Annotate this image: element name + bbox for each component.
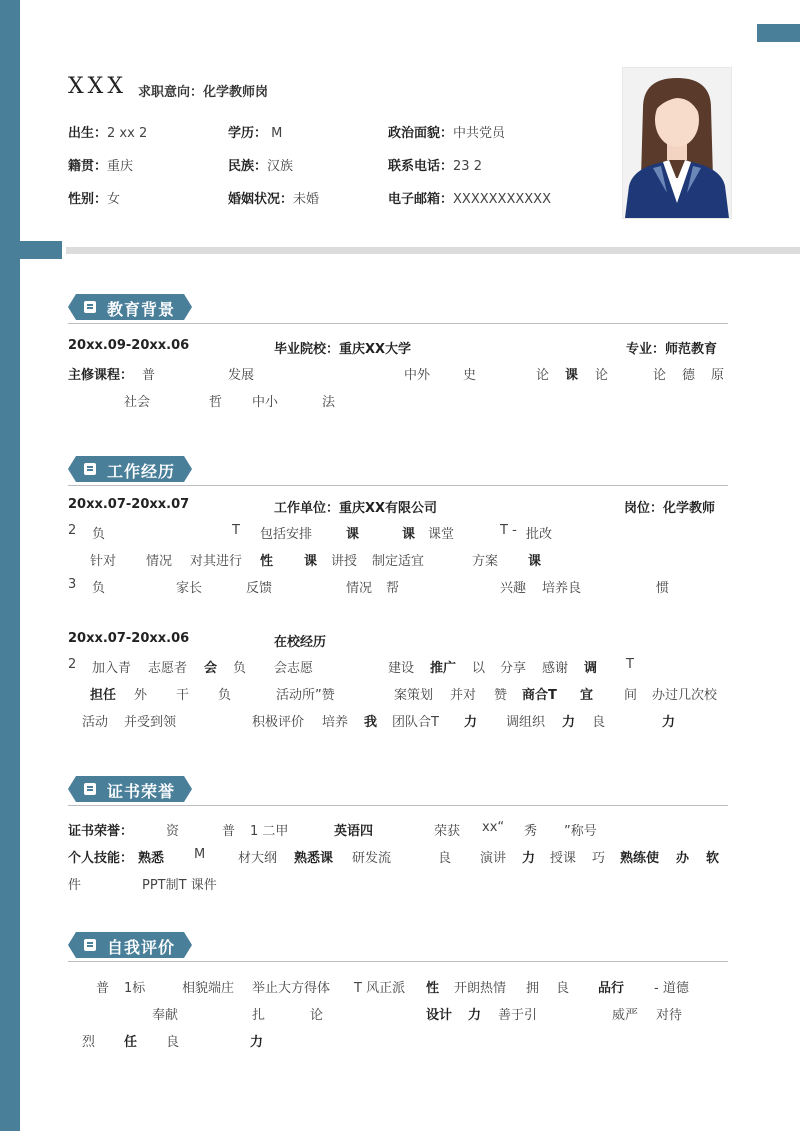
- text-fragment: 2: [68, 657, 77, 672]
- info-row: [68, 188, 608, 221]
- text-fragment: 品行: [598, 981, 625, 996]
- text-fragment: 负: [233, 661, 247, 676]
- edu-school: 毕业院校：重庆XX大学: [274, 342, 412, 357]
- courses-line: [68, 391, 728, 411]
- skills-line: [68, 874, 728, 894]
- text-fragment: 积极评价: [252, 715, 305, 730]
- text-fragment: 并对: [450, 688, 477, 703]
- section-work: [68, 456, 728, 486]
- text-fragment: 负: [92, 581, 106, 596]
- course-fragment: 普: [142, 368, 156, 383]
- book-icon: [84, 301, 96, 313]
- info-row: [68, 155, 608, 188]
- text-fragment: 商合T: [522, 688, 557, 703]
- section-self: [68, 932, 728, 962]
- section-rule: [68, 485, 728, 486]
- work-line: [68, 577, 728, 597]
- text-fragment: 方案: [472, 554, 499, 569]
- section-title: 工作经历: [107, 462, 176, 481]
- text-fragment: 资: [166, 824, 180, 839]
- text-fragment: 针对: [90, 554, 117, 569]
- text-fragment: 家长: [176, 581, 203, 596]
- text-fragment: - 道德: [654, 981, 689, 996]
- left-accent-bar: [0, 0, 20, 1131]
- text-fragment: 良: [592, 715, 606, 730]
- text-fragment: 讲授: [331, 554, 358, 569]
- text-fragment: 情况: [146, 554, 173, 569]
- certificate-icon: [84, 783, 96, 795]
- text-fragment: 以: [472, 661, 486, 676]
- course-fragment: 中小: [252, 395, 279, 410]
- text-fragment: 课: [304, 554, 318, 569]
- text-fragment: 办: [676, 851, 690, 866]
- text-fragment: 1标: [124, 981, 146, 996]
- campus-title: 在校经历: [274, 635, 327, 650]
- text-fragment: 团队合T: [392, 715, 439, 730]
- text-fragment: 情况: [346, 581, 373, 596]
- section-rule: [68, 323, 728, 324]
- text-fragment: 论: [310, 1008, 324, 1023]
- text-fragment: 良: [438, 851, 452, 866]
- text-fragment: ”称号: [564, 824, 597, 839]
- text-fragment: 会: [204, 661, 218, 676]
- info-email: 电子邮箱：XXXXXXXXXXX: [388, 192, 551, 207]
- section-rule: [68, 961, 728, 962]
- info-hometown: 籍贯：重庆: [68, 159, 134, 174]
- cert-label: 证书荣誉：: [68, 824, 134, 839]
- text-fragment: 案策划: [394, 688, 434, 703]
- text-fragment: 对待: [656, 1008, 683, 1023]
- text-fragment: 2: [68, 523, 77, 538]
- text-fragment: 善于引: [498, 1008, 538, 1023]
- text-fragment: 威严: [612, 1008, 639, 1023]
- text-fragment: 材大纲: [238, 851, 278, 866]
- campus-line: [68, 711, 728, 731]
- info-education: 学历： M: [228, 126, 283, 141]
- self-line: [68, 977, 728, 997]
- course-fragment: 课: [565, 368, 579, 383]
- text-fragment: 我: [364, 715, 378, 730]
- text-fragment: 英语四: [334, 824, 374, 839]
- course-fragment: 论: [653, 368, 667, 383]
- course-fragment: 哲: [209, 395, 223, 410]
- text-fragment: 熟练使: [620, 851, 660, 866]
- text-fragment: xx“: [482, 820, 505, 835]
- text-fragment: 软: [706, 851, 720, 866]
- text-fragment: PPT制T 课件: [142, 878, 217, 893]
- text-fragment: 加入青: [92, 661, 132, 676]
- text-fragment: 对其进行: [190, 554, 243, 569]
- text-fragment: 普: [96, 981, 110, 996]
- text-fragment: 活动所”赞: [276, 688, 335, 703]
- text-fragment: 熟悉: [138, 851, 165, 866]
- text-fragment: 普: [222, 824, 236, 839]
- text-fragment: 1 二甲: [250, 824, 289, 839]
- text-fragment: 担任: [90, 688, 117, 703]
- text-fragment: 包括安排: [260, 527, 313, 542]
- text-fragment: T -: [500, 523, 517, 538]
- text-fragment: 兴趣: [500, 581, 527, 596]
- work-position: 岗位：化学教师: [624, 501, 716, 516]
- text-fragment: 课堂: [428, 527, 455, 542]
- courses-line: [68, 364, 728, 384]
- self-line: [68, 1031, 728, 1051]
- info-marital: 婚姻状况：未婚: [228, 192, 320, 207]
- text-fragment: 任: [124, 1035, 138, 1050]
- text-fragment: 感谢: [542, 661, 569, 676]
- info-ethnicity: 民族：汉族: [228, 159, 294, 174]
- course-fragment: 社会: [124, 395, 151, 410]
- campus-date: 20xx.07-20xx.06: [68, 631, 190, 646]
- text-fragment: 良: [166, 1035, 180, 1050]
- campus-row: [68, 631, 728, 651]
- edit-icon: [84, 463, 96, 475]
- text-fragment: 活动: [82, 715, 109, 730]
- text-fragment: 力: [464, 715, 478, 730]
- course-fragment: 中外: [404, 368, 431, 383]
- text-fragment: 建设: [388, 661, 415, 676]
- cert-line: [68, 820, 728, 840]
- text-fragment: 惯: [656, 581, 670, 596]
- work-company: 工作单位：重庆XX有限公司: [274, 501, 438, 516]
- personal-info: [68, 122, 608, 221]
- text-fragment: 良: [556, 981, 570, 996]
- text-fragment: 3: [68, 577, 77, 592]
- text-fragment: 制定适宜: [372, 554, 425, 569]
- text-fragment: 帮: [386, 581, 400, 596]
- text-fragment: 间: [624, 688, 638, 703]
- left-accent-tab: [0, 241, 62, 259]
- edu-date: 20xx.09-20xx.06: [68, 338, 190, 353]
- comment-icon: [84, 939, 96, 951]
- text-fragment: 赞: [494, 688, 508, 703]
- text-fragment: 调组织: [506, 715, 546, 730]
- course-fragment: 发展: [228, 368, 255, 383]
- text-fragment: 熟悉课: [294, 851, 334, 866]
- text-fragment: 奉献: [152, 1008, 179, 1023]
- text-fragment: 课: [528, 554, 542, 569]
- text-fragment: 调: [584, 661, 598, 676]
- candidate-name: XXX: [68, 74, 127, 99]
- text-fragment: 相貌端庄: [182, 981, 235, 996]
- text-fragment: 负: [218, 688, 232, 703]
- text-fragment: 负: [92, 527, 106, 542]
- course-fragment: 原: [711, 368, 725, 383]
- text-fragment: 课: [346, 527, 360, 542]
- text-fragment: 力: [522, 851, 536, 866]
- info-gender: 性别：女: [68, 192, 121, 207]
- text-fragment: 宜: [580, 688, 594, 703]
- text-fragment: 力: [250, 1035, 264, 1050]
- section-cert: [68, 776, 728, 806]
- text-fragment: 拥: [526, 981, 540, 996]
- info-phone: 联系电话：23 2: [388, 159, 482, 174]
- text-fragment: 设计: [426, 1008, 453, 1023]
- top-right-accent: [757, 24, 800, 42]
- text-fragment: 办过几次校: [652, 688, 718, 703]
- info-political: 政治面貌：中共党员: [388, 126, 506, 141]
- text-fragment: 荣获: [434, 824, 461, 839]
- text-fragment: T 风正派: [354, 981, 406, 996]
- courses-label: 主修课程：: [68, 368, 134, 383]
- skills-line: [68, 847, 728, 867]
- text-fragment: 性: [260, 554, 274, 569]
- campus-line: [68, 657, 728, 677]
- work-row: [68, 497, 728, 517]
- avatar-illustration: [623, 68, 731, 218]
- self-line: [68, 1004, 728, 1024]
- text-fragment: 反馈: [246, 581, 273, 596]
- course-fragment: 法: [322, 395, 336, 410]
- skills-label: 个人技能：: [68, 851, 134, 866]
- text-fragment: 件: [68, 878, 82, 893]
- text-fragment: 会志愿: [274, 661, 314, 676]
- section-title: 教育背景: [107, 300, 176, 319]
- info-row: [68, 122, 608, 155]
- campus-line: [68, 684, 728, 704]
- course-fragment: 德: [682, 368, 696, 383]
- text-fragment: T: [232, 523, 240, 538]
- text-fragment: 研发流: [352, 851, 392, 866]
- text-fragment: 干: [176, 688, 190, 703]
- header-divider: [66, 247, 800, 254]
- work-date: 20xx.07-20xx.07: [68, 497, 190, 512]
- text-fragment: 扎: [252, 1008, 266, 1023]
- section-title: 证书荣誉: [107, 782, 176, 801]
- text-fragment: 开朗热情: [454, 981, 507, 996]
- course-fragment: 论: [536, 368, 550, 383]
- text-fragment: T: [626, 657, 634, 672]
- section-title: 自我评价: [107, 938, 176, 957]
- text-fragment: 培养良: [542, 581, 582, 596]
- text-fragment: 秀: [524, 824, 538, 839]
- work-line: [68, 523, 728, 543]
- text-fragment: 并受到领: [124, 715, 177, 730]
- text-fragment: 力: [468, 1008, 482, 1023]
- text-fragment: 外: [134, 688, 148, 703]
- text-fragment: 分享: [500, 661, 527, 676]
- text-fragment: 性: [426, 981, 440, 996]
- text-fragment: M: [194, 847, 206, 862]
- section-rule: [68, 805, 728, 806]
- text-fragment: 举止大方得体: [252, 981, 331, 996]
- text-fragment: 批改: [526, 527, 553, 542]
- section-education: [68, 294, 728, 324]
- text-fragment: 课: [402, 527, 416, 542]
- course-fragment: 史: [463, 368, 477, 383]
- text-fragment: 培养: [322, 715, 349, 730]
- work-line: [68, 550, 728, 570]
- text-fragment: 力: [662, 715, 676, 730]
- education-row: [68, 338, 728, 358]
- text-fragment: 巧: [592, 851, 606, 866]
- job-intent: 求职意向：化学教师岗: [138, 85, 269, 100]
- info-birth: 出生：2 xx 2: [68, 126, 148, 141]
- text-fragment: 志愿者: [148, 661, 188, 676]
- text-fragment: 演讲: [480, 851, 507, 866]
- text-fragment: 力: [562, 715, 576, 730]
- profile-photo: [622, 67, 732, 219]
- text-fragment: 烈: [82, 1035, 96, 1050]
- text-fragment: 授课: [550, 851, 577, 866]
- text-fragment: 推广: [430, 661, 457, 676]
- course-fragment: 论: [595, 368, 609, 383]
- edu-major: 专业：师范教育: [626, 342, 718, 357]
